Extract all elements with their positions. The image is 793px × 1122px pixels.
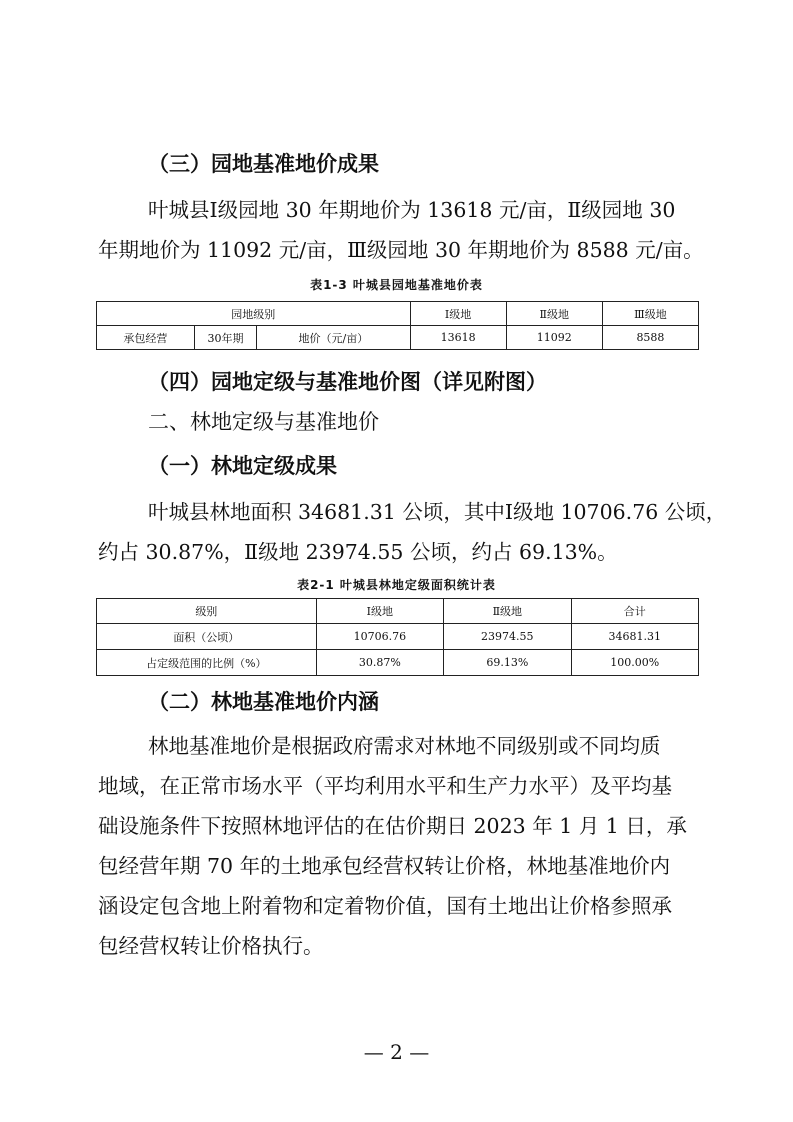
table-header-cell: Ⅲ级地 [602,302,698,326]
paragraph-line: 包经营权转让价格执行。 [98,934,324,958]
table-cell: 30年期 [194,326,256,350]
paragraph-line: 包经营年期 70 年的土地承包经营权转让价格，林地基准地价内 [98,854,671,878]
paragraph-line: 涵设定包含地上附着物和定着物价值，国有土地出让价格参照承 [98,894,672,918]
table-row [97,624,699,650]
forest-area-table [96,598,699,676]
paragraph-line: 年期地价为 11092 元/亩，Ⅲ级园地 30 年期地价为 8588 元/亩。 [98,238,704,262]
table-header-cell: Ⅰ级地 [316,599,443,624]
table-cell: 69.13% [444,650,571,676]
paragraph-line: 林地基准地价是根据政府需求对林地不同级别或不同均质 [148,734,661,758]
page-number: — 2 — [363,1040,430,1064]
paragraph-line: 础设施条件下按照林地评估的在估价期日 2023 年 1 月 1 日，承 [98,814,687,838]
part-heading-forest-land: 二、林地定级与基准地价 [148,410,379,434]
paragraph-line: 约占 30.87%，Ⅱ级地 23974.55 公顷，约占 69.13%。 [98,540,618,564]
table-header-row [97,302,699,326]
table-caption: 表1-3 叶城县园地基准地价表 [310,278,483,292]
section-heading-garden-map: （四）园地定级与基准地价图（详见附图） [148,370,547,394]
table-cell: 8588 [602,326,698,350]
table-cell: 地价（元/亩） [257,326,410,350]
section-heading-forest-price-connotation: （二）林地基准地价内涵 [148,690,379,714]
table-header-cell: 级别 [97,599,317,624]
table-header-cell: 合计 [571,599,698,624]
table-cell: 34681.31 [571,624,698,650]
table-cell: 100.00% [571,650,698,676]
table-row [97,650,699,676]
paragraph-line: 叶城县林地面积 34681.31 公顷，其中Ⅰ级地 10706.76 公顷， [148,500,727,524]
table-cell: 30.87% [316,650,443,676]
table-row [97,326,699,350]
table-cell: 10706.76 [316,624,443,650]
paragraph-line: 地域，在正常市场水平（平均利用水平和生产力水平）及平均基 [98,774,672,798]
section-heading-garden-benchmark-results: （三）园地基准地价成果 [148,152,379,176]
table-header-cell: Ⅱ级地 [444,599,571,624]
table-header-cell: 园地级别 [97,302,411,326]
table-cell: 承包经营 [97,326,195,350]
garden-price-table [96,301,699,350]
table-cell: 13618 [410,326,506,350]
paragraph-line: 叶城县Ⅰ级园地 30 年期地价为 13618 元/亩，Ⅱ级园地 30 [148,198,676,222]
section-heading-forest-grading-results: （一）林地定级成果 [148,454,337,478]
table-cell: 11092 [506,326,602,350]
table-cell: 面积（公顷） [97,624,317,650]
table-header-cell: Ⅰ级地 [410,302,506,326]
table-header-cell: Ⅱ级地 [506,302,602,326]
table-cell: 23974.55 [444,624,571,650]
table-caption: 表2-1 叶城县林地定级面积统计表 [297,578,496,592]
table-header-row [97,599,699,624]
table-cell: 占定级范围的比例（%） [97,650,317,676]
